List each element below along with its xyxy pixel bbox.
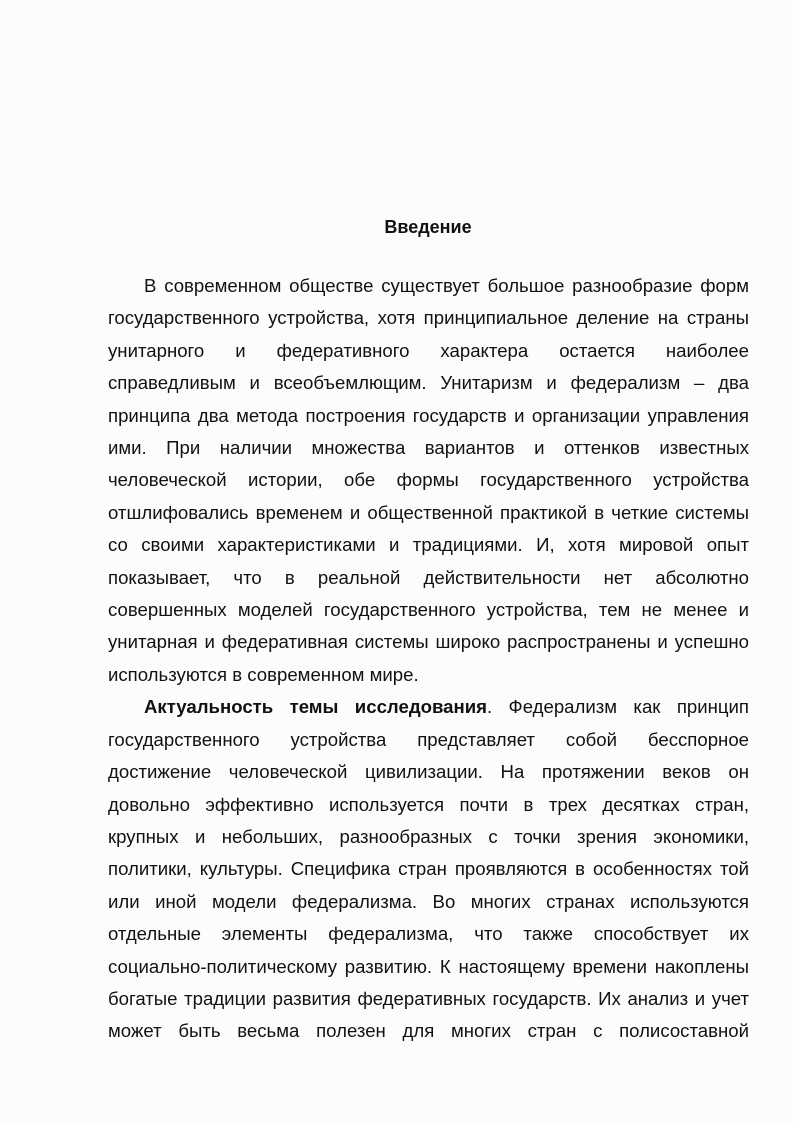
document-body — [108, 270, 749, 1048]
page-title: Введение — [384, 217, 472, 237]
relevance-heading: Актуальность темы исследования — [144, 696, 488, 718]
relevance-text: . Федерализм как принцип государственного устройства представляет собой бесспорное достижение человеческой цивилизации. На протяжении веков он довольно эффективно используется почти в трех десятках стран, крупных и небольших, разнообразных с точки зрения экономики, политики, культуры. Специфика стран проявляются в особенностях той или иной модели федерализма. Во многих странах используются отдельные элементы федерализма, что также способствует их социально-политическому развитию. К настоящему времени накоплены богатые традиции развития федеративных государств. Их анализ и учет может быть весьма полезен для многих стран с полисоставной — [108, 696, 749, 1042]
intro-paragraph: В современном обществе существует большое разнообразие форм государственного устройства, хотя принципиальное деление на страны унитарного и федеративного характера остается наиболее справедливым и всеобъемлющим. Унитаризм и федерализм – два принципа два метода построения государств и организации управления ими. При наличии множества вариантов и оттенков известных человеческой истории, обе формы государственного устройства отшлифовались временем и общественной практикой в четкие системы со своими характеристиками и традициями. И, хотя мировой опыт показывает, что в реальной действительности нет абсолютно совершенных моделей государственного устройства, тем не менее и унитарная и федеративная системы широко распространены и успешно используются в современном мире. — [108, 275, 749, 685]
relevance-paragraph — [108, 691, 749, 1047]
